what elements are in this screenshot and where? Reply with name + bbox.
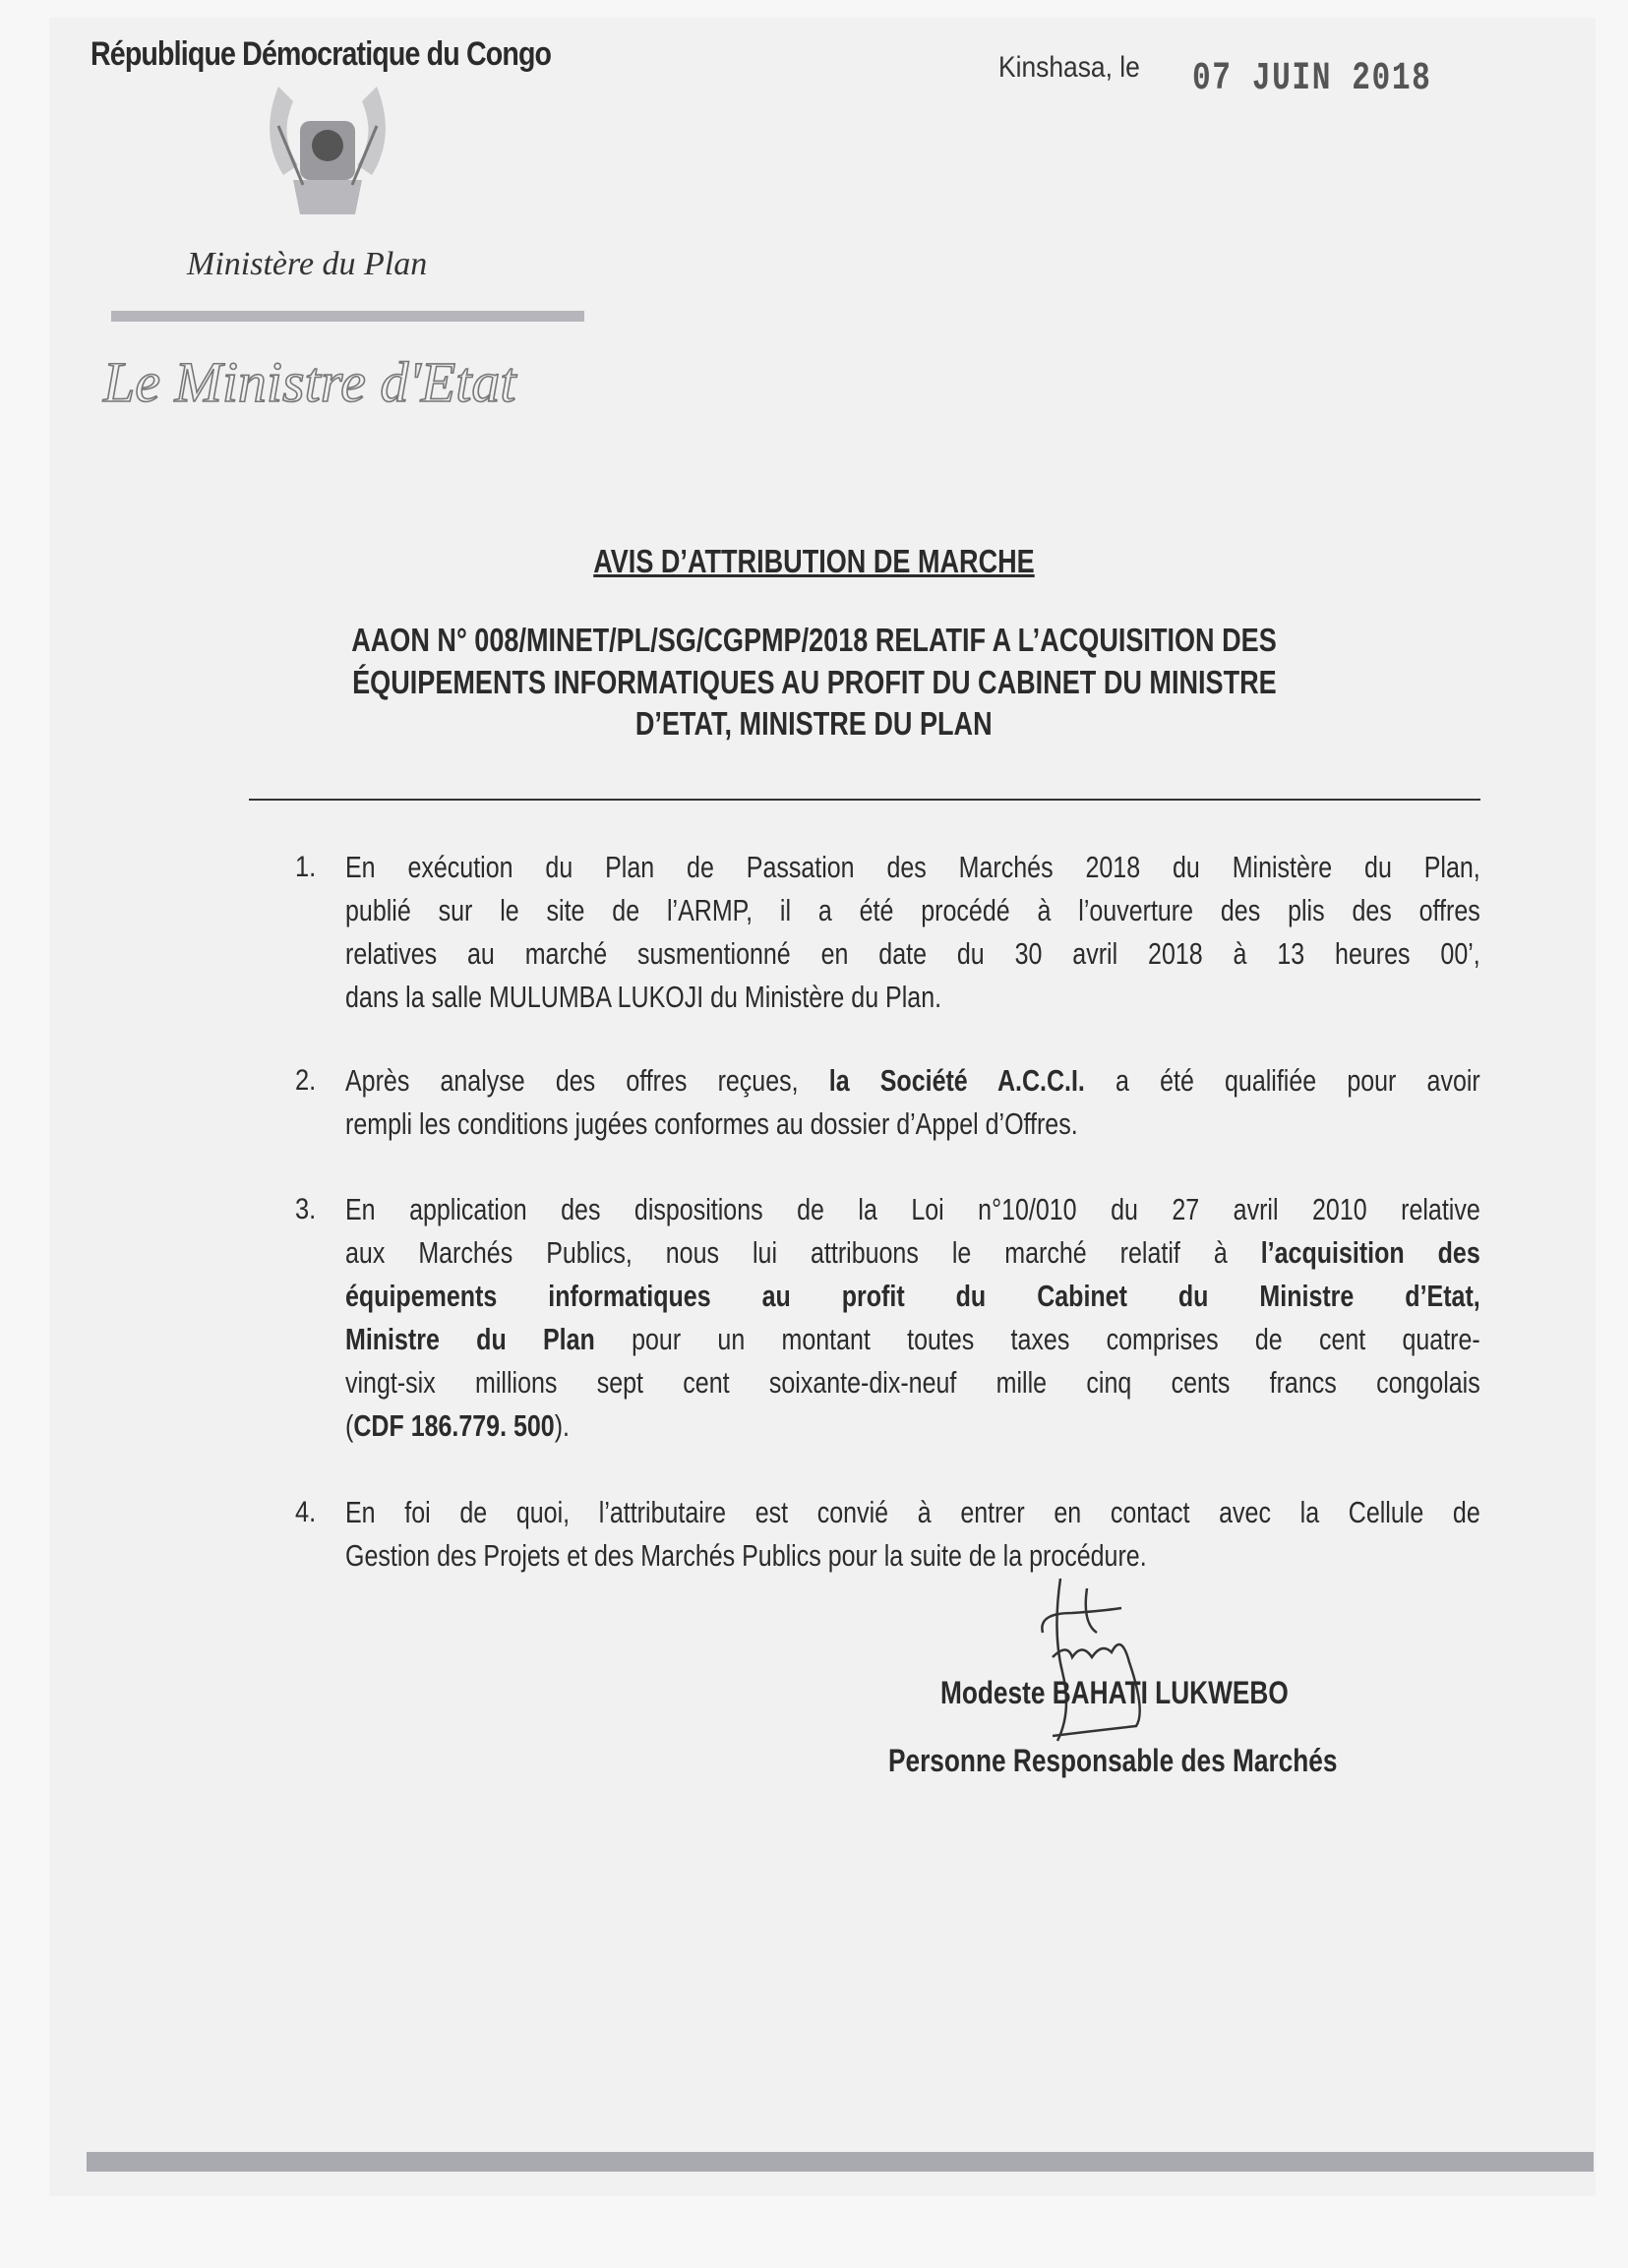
footer-divider — [87, 2152, 1594, 2172]
notice-title-text: AVIS D’ATTRIBUTION DE MARCHE — [593, 543, 1035, 579]
paragraph-line — [345, 1496, 1480, 1535]
paragraph-line — [345, 937, 1480, 977]
paragraph-line — [345, 1323, 1480, 1362]
notice-subtitle-line — [0, 622, 1628, 659]
paragraph-line — [345, 981, 1480, 1020]
text: a été qualifiée pour avoir — [1084, 1064, 1480, 1098]
subtitle-text: ÉQUIPEMENTS INFORMATIQUES AU PROFIT DU CABINET DU MINISTRE — [351, 664, 1277, 700]
text: vingt-six millions sept cent soixante-dix-neuf mille cinq cents francs congolais — [345, 1366, 1480, 1400]
text: dans la salle MULUMBA LUKOJI du Ministère du Plan. — [345, 981, 942, 1014]
bold-text: la Société A.C.C.I. — [828, 1064, 1085, 1098]
text: En application des dispositions de la Loi n°10/010 du 27 avril 2010 relative — [345, 1193, 1480, 1226]
paragraph-number: 3. — [295, 1193, 317, 1225]
signature — [1013, 1574, 1210, 1751]
paragraph-line — [345, 1193, 1480, 1232]
text: ). — [554, 1409, 571, 1443]
subtitle-text: D’ETAT, MINISTRE DU PLAN — [635, 705, 993, 742]
paragraph-number: 4. — [295, 1496, 317, 1528]
paragraph-line — [345, 1064, 1480, 1104]
title-rule — [249, 799, 1480, 801]
header-divider — [111, 311, 584, 322]
paragraph-number: 1. — [295, 851, 317, 883]
paragraph-line — [345, 894, 1480, 933]
country-header: République Démocratique du Congo — [90, 35, 552, 73]
notice-subtitle-line — [0, 664, 1628, 701]
paragraph-number: 2. — [295, 1064, 317, 1097]
text: relatives au marché susmentionné en date du 30 avril 2018 à 13 heures 00’, — [345, 937, 1480, 971]
signatory-name: Modeste BAHATI LUKWEBO — [940, 1675, 1289, 1710]
text: rempli les conditions jugées conformes au dossier d’Appel d’Offres. — [345, 1107, 1078, 1141]
paragraph-line — [345, 1236, 1480, 1276]
paragraph-line — [345, 1409, 1480, 1449]
text: En exécution du Plan de Passation des Marchés 2018 du Ministère du Plan, — [345, 851, 1480, 884]
bold-text: Ministre du Plan — [345, 1323, 595, 1356]
notice-subtitle-line — [0, 705, 1628, 743]
bold-text: l’acquisition des — [1260, 1236, 1480, 1270]
signatory-role: Personne Responsable des Marchés — [888, 1743, 1338, 1778]
subtitle-text: AAON N° 008/MINET/PL/SG/CGPMP/2018 RELATIF A L’ACQUISITION DES — [351, 622, 1277, 658]
place-label: Kinshasa, le — [998, 51, 1140, 84]
text: ( — [345, 1409, 354, 1443]
text: publié sur le site de l’ARMP, il a été procédé à l’ouverture des plis des offres — [345, 894, 1480, 927]
paragraph-line — [345, 1280, 1480, 1319]
paragraph-line — [345, 1539, 1480, 1579]
minister-title: Le Ministre d'Etat — [103, 350, 516, 414]
paragraph-line — [345, 851, 1480, 890]
notice-title — [0, 543, 1628, 580]
bold-text: CDF 186.779. 500 — [353, 1409, 555, 1443]
text: Gestion des Projets et des Marchés Publics pour la suite de la procédure. — [345, 1539, 1147, 1573]
ministry-name: Ministère du Plan — [187, 246, 428, 282]
paragraph-line — [345, 1107, 1480, 1147]
text: pour un montant toutes taxes comprises de cent quatre- — [594, 1323, 1480, 1356]
coat-of-arms-emblem — [239, 77, 416, 226]
date-stamp: 07 JUIN 2018 — [1192, 57, 1432, 101]
text: aux Marchés Publics, nous lui attribuons le marché relatif à — [345, 1236, 1261, 1270]
text: En foi de quoi, l’attributaire est convié à entrer en contact avec la Cellule de — [345, 1496, 1480, 1529]
text: Après analyse des offres reçues, — [345, 1064, 829, 1098]
paragraph-line — [345, 1366, 1480, 1405]
bold-text: équipements informatiques au profit du Cabinet du Ministre d’Etat, — [345, 1280, 1480, 1313]
